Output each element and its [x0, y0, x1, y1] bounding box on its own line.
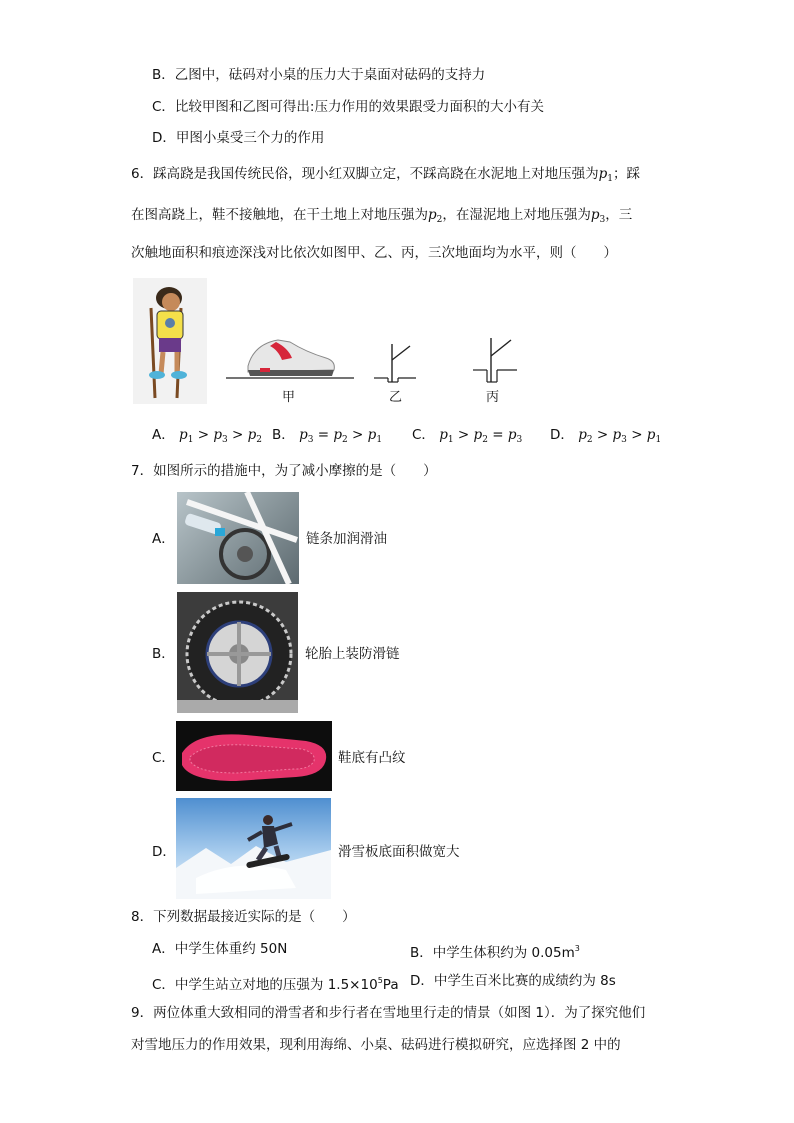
q8-option-b: B．中学生体积约为 $0.05m^3$	[410, 944, 580, 961]
q8-option-a: A．中学生体重约 50N	[152, 941, 288, 957]
tire-chain-image	[177, 592, 298, 713]
q6-option-c: C． $p_1 > p_2 = p_3$	[412, 427, 523, 445]
q6-option-b: B． $p_3 = p_2 > p_1$	[272, 427, 383, 445]
q7-option-c-letter: C．	[152, 750, 175, 766]
q5-option-b: B．乙图中，砝码对小桌的压力大于桌面对砝码的支持力	[152, 67, 486, 83]
fig-label-yi: 乙	[389, 390, 403, 405]
snowboarder-image	[176, 798, 331, 899]
q7-option-b-text: 轮胎上装防滑链	[305, 646, 400, 662]
stilt-figure-yi	[372, 340, 418, 384]
q7-option-d-text: 滑雪板底面积做宽大	[338, 844, 460, 860]
q7-option-a-text: 链条加润滑油	[306, 531, 387, 547]
stilt-figure-bing	[471, 336, 521, 386]
q8-option-d: D．中学生百米比赛的成绩约为 8s	[410, 973, 616, 989]
q6-line-2: 在图高跷上，鞋不接触地，在干土地上对地压强为$p_2$，在湿泥地上对地压强为$p_3$，三	[131, 207, 633, 225]
q5-option-d: D．甲图小桌受三个力的作用	[152, 130, 325, 146]
fig-label-jia: 甲	[282, 390, 296, 405]
q5-option-c: C．比较甲图和乙图可得出:压力作用的效果跟受力面积的大小有关	[152, 99, 544, 115]
shoe-sole-image	[176, 721, 332, 791]
q7-stem: 7．如图所示的措施中，为了减小摩擦的是（ ）	[131, 463, 437, 479]
q8-option-c: C．中学生站立对地的压强为 $1.5\times 10^5Pa$	[152, 976, 399, 993]
q6-option-a: A． $p_1 > p_3 > p_2$	[152, 427, 263, 445]
bike-chain-lube-image	[177, 492, 299, 584]
q8-stem: 8．下列数据最接近实际的是（ ）	[131, 909, 356, 925]
q6-line-1: 6．踩高跷是我国传统民俗，现小红双脚立定，不踩高跷在水泥地上对地压强为$p_1$；踩	[131, 166, 640, 184]
q6-line-3: 次触地面积和痕迹深浅对比依次如图甲、乙、丙，三次地面均为水平，则（ ）	[131, 245, 617, 261]
q7-option-d-letter: D．	[152, 844, 176, 860]
q7-option-a-letter: A．	[152, 531, 175, 547]
q9-line-2: 对雪地压力的作用效果，现利用海绵、小桌、砝码进行模拟研究，应选择图 2 中的	[131, 1037, 621, 1053]
q7-option-c-text: 鞋底有凸纹	[338, 750, 406, 766]
shoe-figure-jia	[226, 330, 354, 382]
stilts-girl-image	[133, 278, 207, 404]
q7-option-b-letter: B．	[152, 646, 175, 662]
fig-label-bing: 丙	[486, 390, 500, 405]
q6-option-d: D． $p_2 > p_3 > p_1$	[550, 427, 662, 445]
q9-line-1: 9．两位体重大致相同的滑雪者和步行者在雪地里行走的情景（如图 1）．为了探究他们	[131, 1005, 646, 1021]
